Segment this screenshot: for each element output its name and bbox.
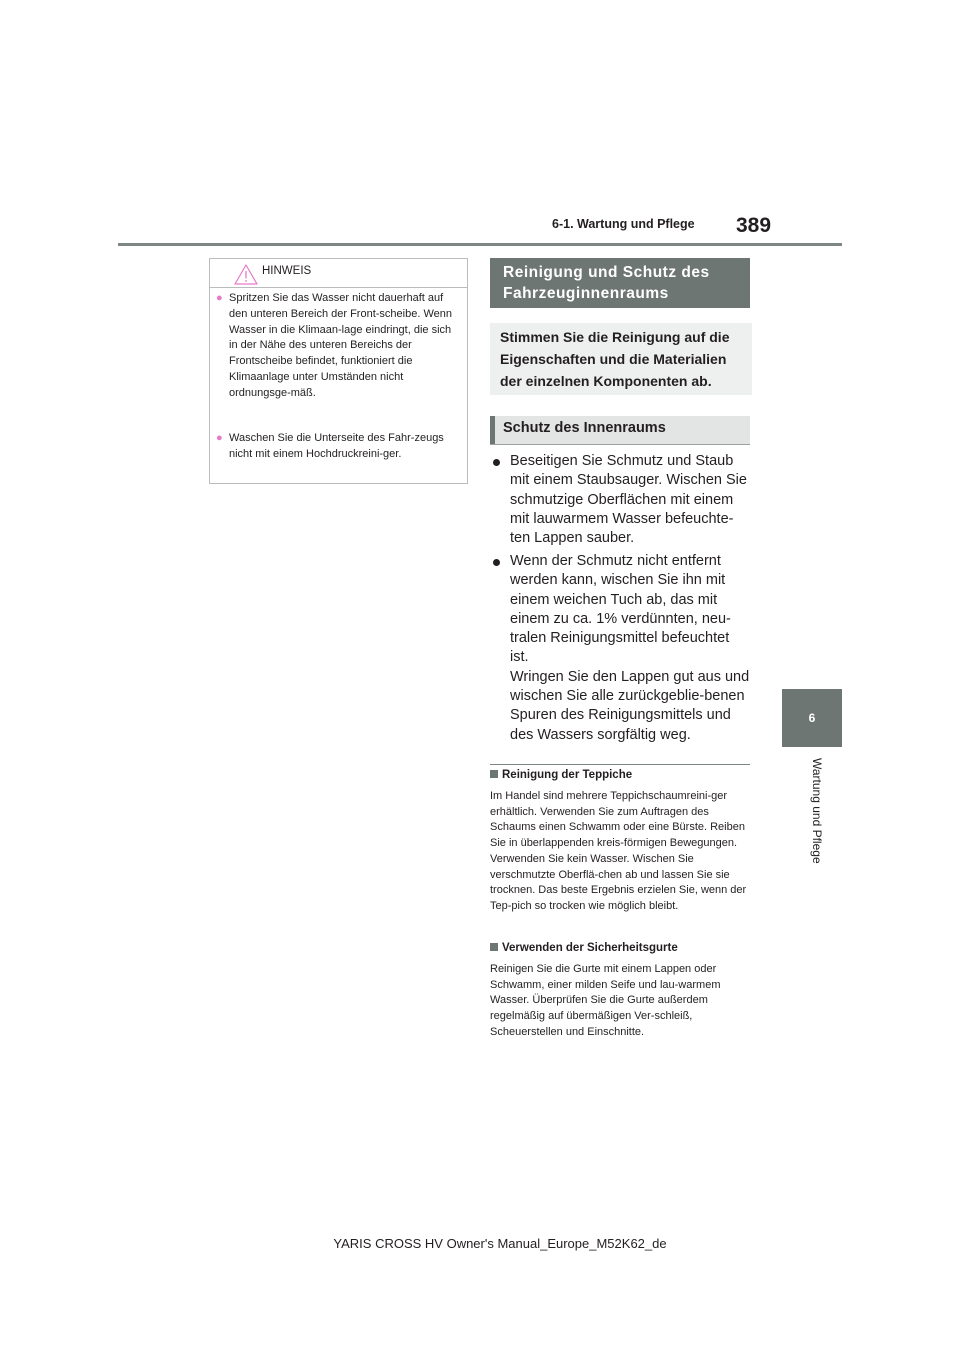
section-title: 6-1. Wartung und Pflege (552, 217, 695, 231)
page-number: 389 (736, 214, 772, 237)
section-text: Im Handel sind mehrere Teppichschaumreini-ger erhältlich. Verwenden Sie zum Auftragen des Schaums einen Schwamm oder eine Bürste. Reiben Sie in überlappenden kreis-förmigen Bewegungen. Verwenden Sie kein Wasser. Wischen Sie verschmutzte Oberflä-chen ab und lassen Sie sie trocknen. Das beste Ergebnis erzielen Sie, wenn der Tep-pich so trocken wie möglich bleibt. (490, 790, 747, 912)
chapter-tab (782, 689, 842, 747)
notice-item (216, 431, 462, 463)
section-title-carpets (490, 769, 750, 781)
notice-item-text: Waschen Sie die Unterseite des Fahr-zeugs nicht mit einem Hochdruckreini-ger. (229, 432, 444, 460)
notice-box (209, 258, 468, 484)
square-bullet-icon (490, 943, 498, 951)
notice-header (210, 259, 467, 287)
notice-item-text: Spritzen Sie das Wasser nicht dauerhaft auf den unteren Bereich der Front-scheibe. Wenn Wasser in die Klimaan-lage eindringt, die sich in der Nähe des unteren Bereichs der Frontscheibe befindet, funktioniert die Klimaanlage unter Umständen nicht ordnungsge-mäß. (229, 292, 452, 399)
main-heading (490, 258, 750, 308)
intro-text: Stimmen Sie die Reinigung auf die Eigenschaften und die Materialien der einzelnen Komponenten ab. (500, 329, 730, 389)
sub-heading-text: Schutz des Innenraums (503, 420, 666, 436)
main-list-item-text: Wenn der Schmutz nicht entfernt werden kann, wischen Sie ihn mit einem weichen Tuch ab, das mit einem zu ca. 1% verdünnten, neu-tralen Reinigungsmittel befeuchtet ist. Wringen Sie den Lappen gut aus und wischen Sie alle zurückgeblie-benen Spuren des Reinigungsmittels und des Wassers sorgfältig weg. (510, 553, 750, 743)
footer-text: YARIS CROSS HV Owner's Manual_Europe_M52K62_de (333, 1236, 667, 1251)
notice-item (216, 291, 462, 402)
main-list-item (493, 452, 751, 548)
bullet-icon (493, 459, 500, 466)
section-title-text: Verwenden der Sicherheitsgurte (502, 942, 678, 954)
section-title-seatbelts (490, 942, 750, 954)
intro-box (490, 323, 752, 395)
bullet-icon: ● (216, 292, 223, 304)
bullet-icon: ● (216, 432, 223, 444)
notice-title: HINWEIS (262, 265, 312, 277)
notice-divider (210, 287, 467, 288)
sub-heading (490, 416, 750, 445)
warning-triangle-icon (234, 264, 258, 285)
sub-heading-bar (490, 416, 495, 444)
main-heading-text: Reinigung und Schutz des Fahrzeuginnenraums (503, 264, 710, 302)
section-rule (490, 764, 750, 765)
chapter-number: 6 (808, 711, 816, 725)
bullet-icon (493, 559, 500, 566)
main-list-item-text: Beseitigen Sie Schmutz und Staub mit einem Staubsauger. Wischen Sie schmutzige Oberflächen mit einem mit lauwarmem Wasser befeuchte-ten Lappen sauber. (510, 453, 747, 547)
chapter-side-label: Wartung und Pflege (810, 758, 824, 864)
main-list-item (493, 552, 751, 745)
section-title-text: Reinigung der Teppiche (502, 769, 633, 781)
section-text: Reinigen Sie die Gurte mit einem Lappen oder Schwamm, einer milden Seife und lau-warmem Wasser. Überprüfen Sie die Gurte außerdem regelmäßig auf übermäßigen Ver-schleiß, Scheuerstellen und Einschnitte. (490, 963, 721, 1038)
square-bullet-icon (490, 770, 498, 778)
header-rule (118, 243, 842, 246)
